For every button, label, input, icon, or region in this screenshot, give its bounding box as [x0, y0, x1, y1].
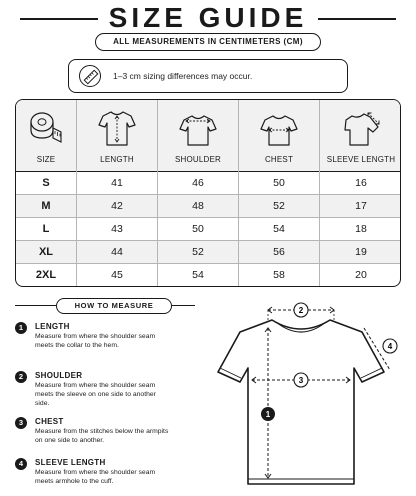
step-title: SLEEVE LENGTH [35, 458, 106, 467]
step-chest [15, 416, 200, 456]
step-number: 4 [15, 458, 27, 470]
shirt-shoulder-icon [179, 108, 217, 148]
cell-sleeve: 20 [355, 269, 367, 281]
cell-shoulder: 54 [192, 269, 204, 281]
marker-label: 3 [298, 376, 304, 385]
units-subtitle: ALL MEASUREMENTS IN CENTIMETERS (CM) [95, 33, 321, 51]
col-header-size [16, 100, 76, 172]
col-header-sleeve [320, 100, 401, 172]
col-label: SIZE [36, 155, 56, 164]
cell-chest: 58 [273, 269, 285, 281]
step-number: 1 [15, 322, 27, 334]
step-sleeve-length [15, 457, 200, 495]
cell-chest: 54 [273, 223, 285, 235]
step-description: Measure from where the shoulder seam meets the sleeve on one side to another side. [35, 382, 156, 407]
col-header-shoulder [158, 100, 238, 172]
marker-label: 4 [387, 342, 393, 351]
shirt-length-icon [98, 108, 136, 148]
cell-chest: 52 [273, 200, 285, 212]
cell-sleeve: 18 [355, 223, 367, 235]
cell-sleeve: 19 [355, 246, 367, 258]
page-title: SIZE GUIDE [108, 2, 308, 33]
col-label: LENGTH [100, 155, 134, 164]
cell-chest: 50 [273, 177, 285, 189]
cell-size: L [42, 223, 50, 235]
cell-length: 44 [111, 246, 123, 258]
col-label: CHEST [264, 155, 294, 164]
size-table [15, 99, 401, 287]
sizing-note [68, 59, 348, 93]
shirt-chest-icon [260, 108, 298, 148]
title-row [0, 2, 416, 34]
step-shoulder [15, 370, 200, 410]
step-title: LENGTH [35, 322, 70, 331]
step-title: SHOULDER [35, 371, 83, 380]
note-text: 1–3 cm sizing differences may occur. [113, 71, 253, 81]
col-label: SLEEVE LENGTH [326, 155, 396, 164]
cell-length: 41 [111, 177, 123, 189]
cell-size: XL [38, 246, 54, 258]
tape-measure-icon [27, 108, 65, 148]
cell-sleeve: 17 [355, 200, 367, 212]
step-length [15, 321, 200, 361]
cell-length: 45 [111, 269, 123, 281]
step-number: 2 [15, 371, 27, 383]
marker-label: 1 [265, 410, 271, 419]
col-header-chest [239, 100, 319, 172]
tshirt-outline-icon [218, 320, 384, 484]
cell-length: 43 [111, 223, 123, 235]
title-divider-left [20, 18, 98, 20]
col-header-length [77, 100, 157, 172]
how-to-measure-heading [0, 298, 200, 314]
cell-size: M [41, 200, 51, 212]
step-description: Measure from the stitches below the armpits on one side to another. [35, 428, 169, 444]
step-title: CHEST [35, 417, 64, 426]
shirt-sleeve-icon [342, 108, 380, 148]
col-label: SHOULDER [174, 155, 222, 164]
ruler-icon [79, 65, 101, 87]
step-description: Measure from where the shoulder seam meets the collar to the hem. [35, 333, 156, 349]
cell-shoulder: 52 [192, 246, 204, 258]
tshirt-measurement-diagram [200, 298, 410, 494]
cell-shoulder: 48 [192, 200, 204, 212]
cell-length: 42 [111, 200, 123, 212]
cell-shoulder: 46 [192, 177, 204, 189]
marker-label: 2 [298, 306, 304, 315]
cell-size: S [42, 177, 50, 189]
cell-chest: 56 [273, 246, 285, 258]
how-to-measure-title: HOW TO MEASURE [56, 298, 172, 314]
step-number: 3 [15, 417, 27, 429]
step-description: Measure from where the shoulder seam meets armhole to the cuff. [35, 469, 156, 485]
cell-sleeve: 16 [355, 177, 367, 189]
cell-shoulder: 50 [192, 223, 204, 235]
title-divider-right [318, 18, 396, 20]
cell-size: 2XL [35, 269, 57, 281]
